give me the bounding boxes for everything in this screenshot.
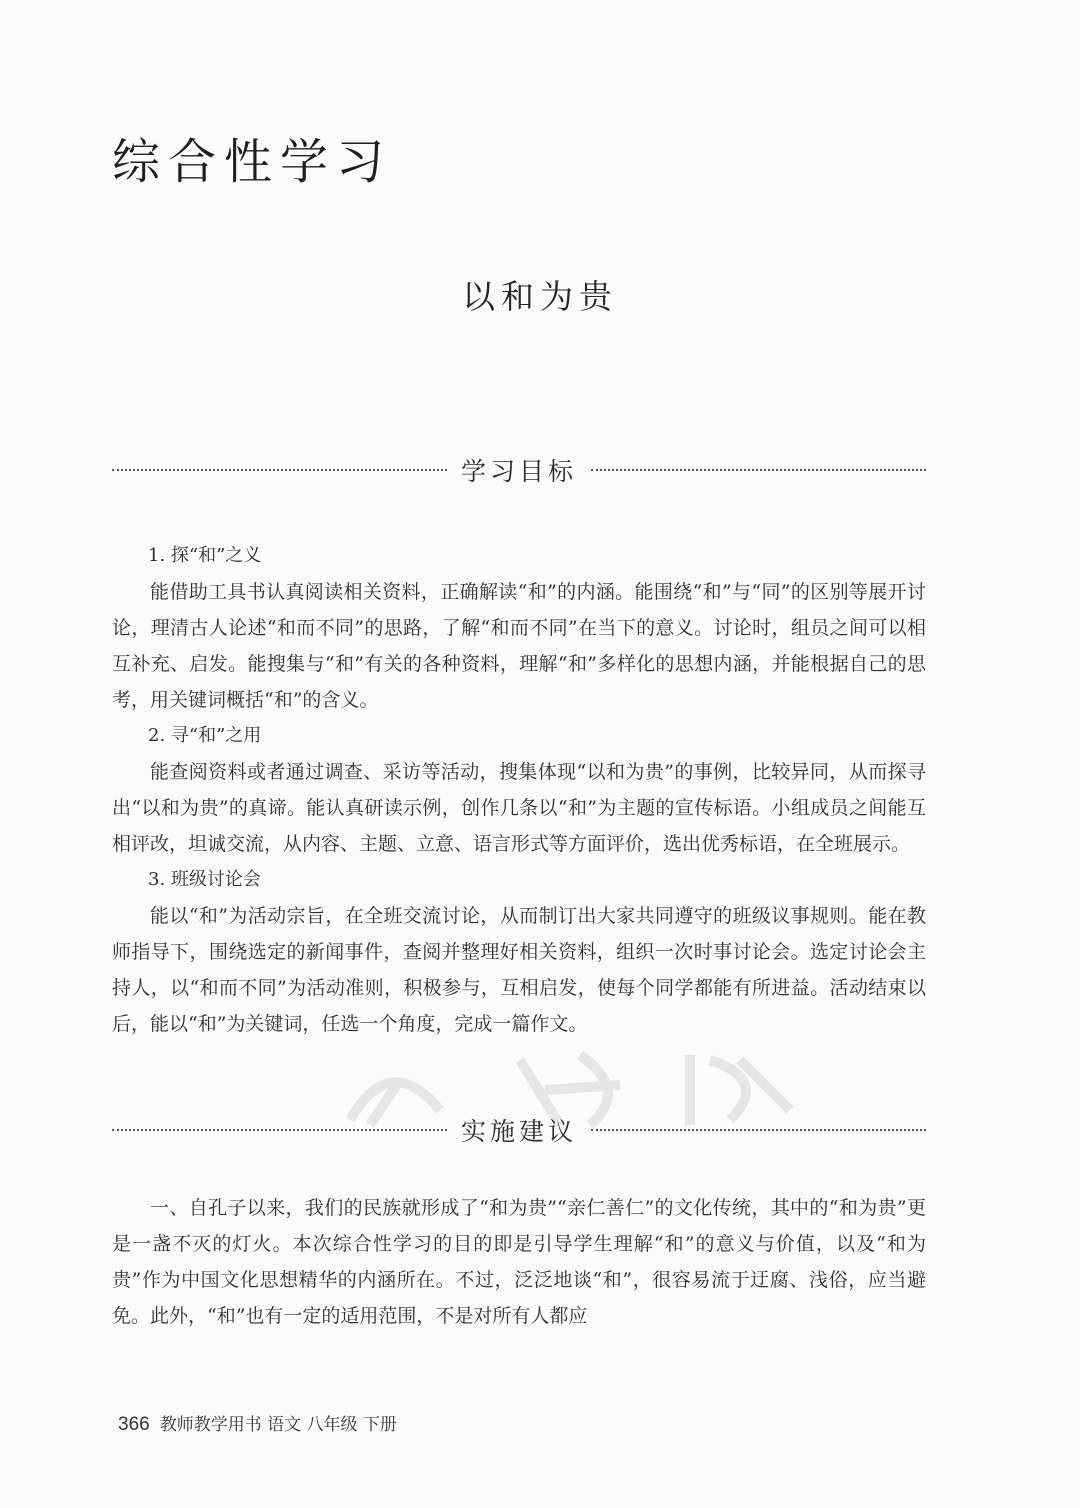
advice-content <box>112 1190 926 1334</box>
lesson-title: 以和为贵 <box>462 277 618 316</box>
goals-content <box>112 538 926 1042</box>
page-number: 366 <box>118 1414 150 1435</box>
dotted-rule-left <box>112 469 447 471</box>
goal-heading-1: 1. 探“和”之义 <box>148 545 262 566</box>
goal-heading-2: 2. 寻“和”之用 <box>148 725 262 746</box>
advice-paragraph-1: 一、自孔子以来，我们的民族就形成了“和为贵”“亲仁善仁”的文化传统，其中的“和为贵”更是一盏不灭的灯火。本次综合性学习的目的即是引导学生理解“和”的意义与价值，以及“和为贵”作为中国文化思想精华的内涵所在。不过，泛泛地谈“和”，很容易流于迂腐、浅俗，应当避免。此外，“和”也有一定的适用范围，不是对所有人都应 <box>112 1197 926 1327</box>
goal-heading-3: 3. 班级讨论会 <box>148 869 261 890</box>
section-divider-advice <box>112 1110 926 1150</box>
dotted-rule-right <box>591 469 926 471</box>
book-title: 教师教学用书 语文 八年级 下册 <box>159 1415 397 1435</box>
dotted-rule-right <box>591 1129 926 1131</box>
section-divider-goals <box>112 450 926 490</box>
section-label-goals: 学习目标 <box>461 457 578 486</box>
goal-text-1: 能借助工具书认真阅读相关资料，正确解读“和”的内涵。能围绕“和”与“同”的区别等展开讨论，理清古人论述“和而不同”的思路，了解“和而不同”在当下的意义。讨论时，组员之间可以相互补充、启发。能搜集与“和”有关的各种资料，理解“和”多样化的思想内涵，并能根据自己的思考，用关键词概括“和”的含义。 <box>112 581 926 711</box>
goal-text-2: 能查阅资料或者通过调查、采访等活动，搜集体现“以和为贵”的事例，比较异同，从而探寻出“以和为贵”的真谛。能认真研读示例，创作几条以“和”为主题的宣传标语。小组成员之间能互相评改，坦诚交流，从内容、主题、立意、语言形式等方面评价，选出优秀标语，在全班展示。 <box>112 761 926 855</box>
chapter-title: 综合性学习 <box>112 134 393 190</box>
dotted-rule-left <box>112 1129 447 1131</box>
goal-text-3: 能以“和”为活动宗旨，在全班交流讨论，从而制订出大家共同遵守的班级议事规则。能在教师指导下，围绕选定的新闻事件，查阅并整理好相关资料，组织一次时事讨论会。选定讨论会主持人，以“和而不同”为活动准则，积极参与，互相启发，使每个同学都能有所进益。活动结束以后，能以“和”为关键词，任选一个角度，完成一篇作文。 <box>112 905 926 1035</box>
page-footer <box>118 1410 397 1436</box>
section-label-advice: 实施建议 <box>461 1117 578 1146</box>
